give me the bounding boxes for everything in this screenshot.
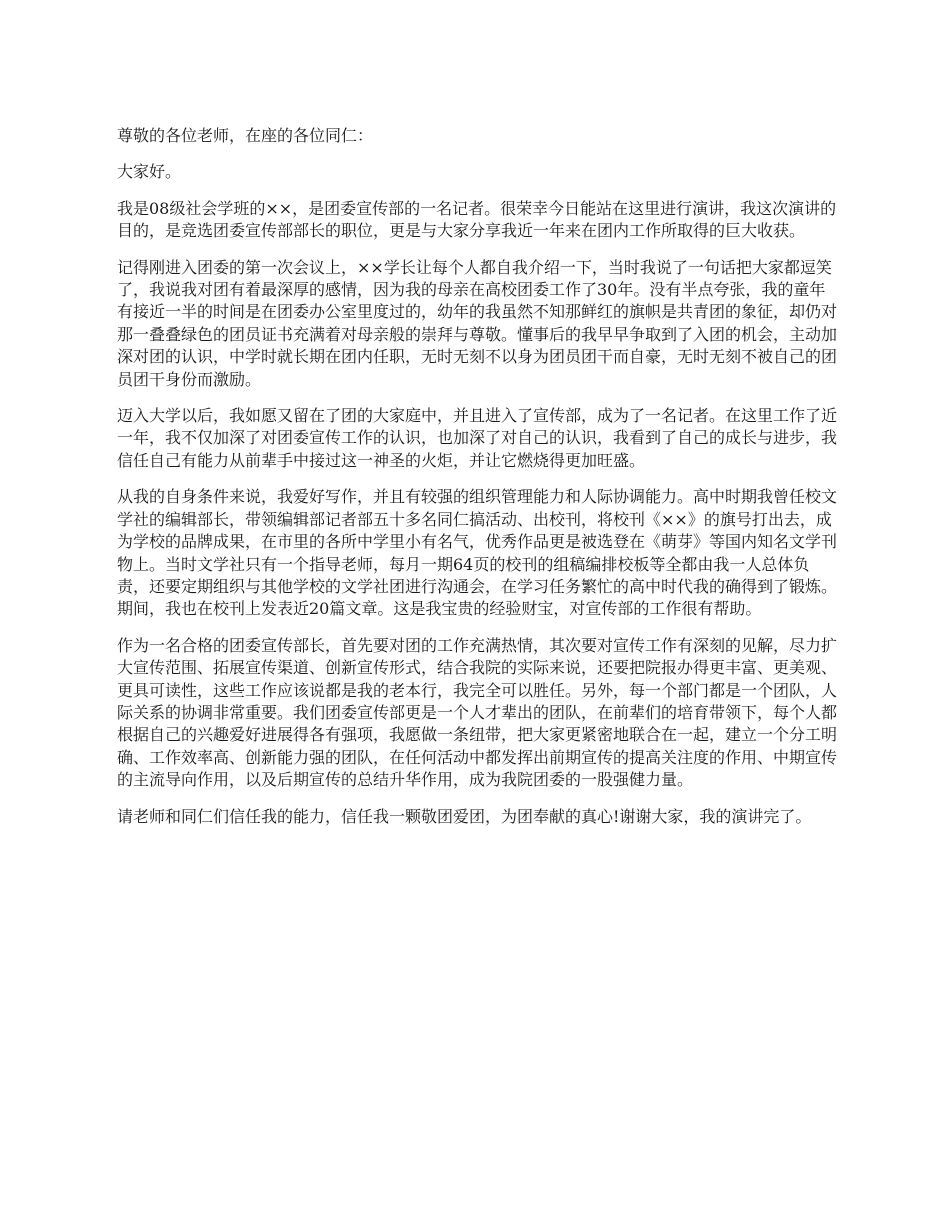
paragraph-university: 迈入大学以后，我如愿又留在了团的大家庭中，并且进入了宣传部，成为了一名记者。在这里工作了近一年，我不仅加深了对团委宣传工作的认识，也加深了对自己的认识，我看到了自己的成长与进步，我信任自己有能力从前辈手中接过这一神圣的火炬，并让它燃烧得更加旺盛。 [117,406,838,470]
paragraph-introduction: 我是08级社会学班的××，是团委宣传部的一名记者。很荣幸今日能站在这里进行演讲，我这次演讲的目的，是竞选团委宣传部部长的职位，更是与大家分享我近一年来在团内工作所取得的巨大收获。 [117,198,837,241]
paragraph-qualifications: 从我的自身条件来说，我爱好写作，并且有较强的组织管理能力和人际协调能力。高中时期我曾任校文学社的编辑部长，带领编辑部记者部五十多名同仁搞活动、出校刊，将校刊《××》的旗号打出去，成为学校的品牌成果，在市里的各所中学里小有名气，优秀作品更是被选登在《萌芽》等国内知名文学刊物上。当时文学社只有一个指导老师，每月一期64页的校刊的组稿编排校板等全都由我一人总体负责，还要定期组织与其他学校的文学社团进行沟通会，在学习任务繁忙的高中时代我的确得到了锻炼。期间，我也在校刊上发表近20篇文章。这是我宝贵的经验财宝，对宣传部的工作很有帮助。 [117,487,838,619]
greeting: 大家好。 [117,162,182,182]
closing: 请老师和同仁们信任我的能力，信任我一颗敬团爱团，为团奉献的真心!谢谢大家，我的演讲完了。 [117,806,812,826]
paragraph-first-meeting: 记得刚进入团委的第一次会议上，××学长让每个人都自我介绍一下，当时我说了一句话把大家都逗笑了，我说我对团有着最深厚的感情，因为我的母亲在高校团委工作了30年。没有半点夸张，我的童年有接近一半的时间是在团委办公室里度过的，幼年的我虽然不知那鲜红的旗帜是共青团的象征，却仍对那一叠叠绿色的团员证书充满着对母亲般的崇拜与尊敬。懂事后的我早早争取到了入团的机会，主动加深对团的认识，中学时就长期在团内任职，无时无刻不以身为团员团干而自豪，无时无刻不被自己的团员团干身份而激励。 [117,257,838,389]
salutation: 尊敬的各位老师，在座的各位同仁： [117,126,374,145]
document-body [117,125,841,842]
paragraph-responsibilities: 作为一名合格的团委宣传部长，首先要对团的工作充满热情，其次要对宣传工作有深刻的见解，尽力扩大宣传范围、拓展宣传渠道、创新宣传形式，结合我院的实际来说，还要把院报办得更丰富、更美观、更具可读性，这些工作应该说都是我的老本行，我完全可以胜任。另外，每一个部门都是一个团队，人际关系的协调非常重要。我们团委宣传部更是一个人才辈出的团队，在前辈们的培育带领下，每个人都根据自己的兴趣爱好进展得各有强项，我愿做一条纽带，把大家更紧密地联合在一起，建立一个分工明确、工作效率高、创新能力强的团队，在任何活动中都发挥出前期宣传的提高关注度的作用、中期宣传的主流导向作用，以及后期宣传的总结升华作用，成为我院团委的一股强健力量。 [117,635,838,790]
